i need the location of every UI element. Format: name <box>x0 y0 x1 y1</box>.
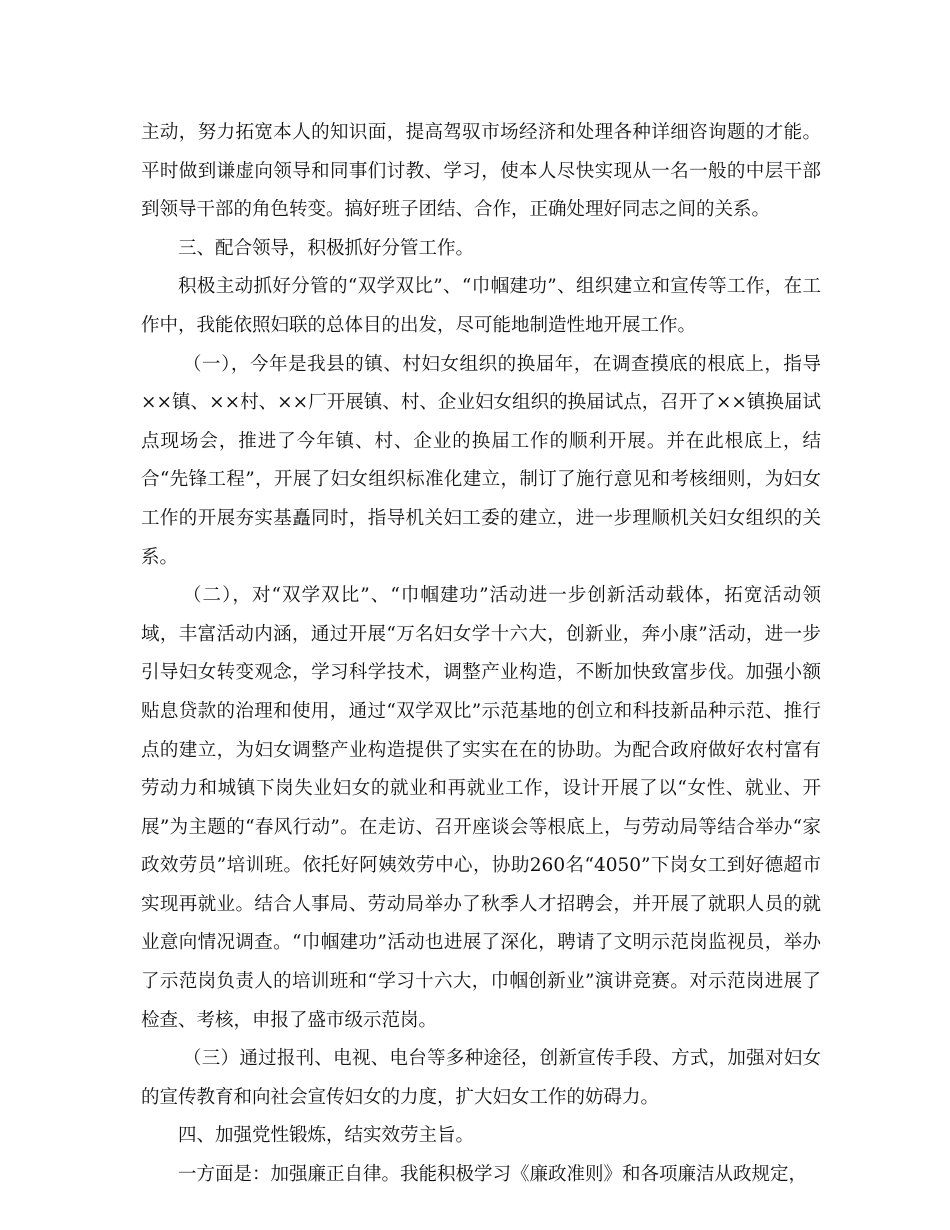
paragraph-intro-work: 积极主动抓好分管的“双学双比”、“巾帼建功”、组织建立和宣传等工作，在工作中，我能依照妇联的总体目的出发，尽可能地制造性地开展工作。 <box>141 276 821 336</box>
paragraph-item-two: （二），对“双学双比”、“巾帼建功”活动进一步创新活动载体，拓宽活动领域，丰富活动内涵，通过开展“万名妇女学十六大，创新业，奔小康”活动，进一步引导妇女转变观念，学习科学技术，调整产业构造，不断加快致富步伐。加强小额贴息贷款的治理和使用，通过“双学双比”示范基地的创立和科技新品种示范、推行点的建立，为妇女调整产业构造提供了实实在在的协助。为配合政府做好农村富有劳动力和城镇下岗失业妇女的就业和再就业工作，设计开展了以“女性、就业、开展”为主题的“春风行动”。在走访、召开座谈会等根底上，与劳动局等结合举办“家政效劳员”培训班。依托好阿姨效劳中心，协助260名“4050”下岗女工到好德超市实现再就业。结合人事局、劳动局举办了秋季人才招聘会，并开展了就职人员的就业意向情况调查。“巾帼建功”活动也进展了深化，聘请了文明示范岗监视员，举办了示范岗负责人的培训班和“学习十六大，巾帼创新业”演讲竞赛。对示范岗进展了检查、考核，申报了盛市级示范岗。 <box>141 585 821 1031</box>
paragraph-item-one: （一），今年是我县的镇、村妇女组织的换届年，在调查摸底的根底上，指导××镇、××村、××厂开展镇、村、企业妇女组织的换届试点，召开了××镇换届试点现场会，推进了今年镇、村、企业的换届工作的顺利开展。并在此根底上，结合“先锋工程”，开展了妇女组织标准化建立，制订了施行意见和考核细则，为妇女工作的开展夯实基矗同时，指导机关妇工委的建立，进一步理顺机关妇女组织的关系。 <box>141 353 821 568</box>
paragraph-item-three: （三）通过报刊、电视、电台等多种途径，创新宣传手段、方式，加强对妇女的宣传教育和向社会宣传妇女的力度，扩大妇女工作的妨碍力。 <box>141 1048 821 1108</box>
paragraph-integrity: 一方面是：加强廉正自律。我能积极学习《廉政准则》和各项廉洁从政规定， <box>178 1164 808 1186</box>
section-heading-four: 四、加强党性锻炼，结实效劳主旨。 <box>178 1125 475 1147</box>
document-page <box>141 114 821 1195</box>
section-heading-three: 三、配合领导，积极抓好分管工作。 <box>178 237 475 259</box>
paragraph-continuation: 主动，努力拓宽本人的知识面，提高驾驭市场经济和处理各种详细咨询题的才能。平时做到谦虚向领导和同事们讨教、学习，使本人尽快实现从一名一般的中层干部到领导干部的角色转变。搞好班子团结、合作，正确处理好同志之间的关系。 <box>141 122 821 221</box>
